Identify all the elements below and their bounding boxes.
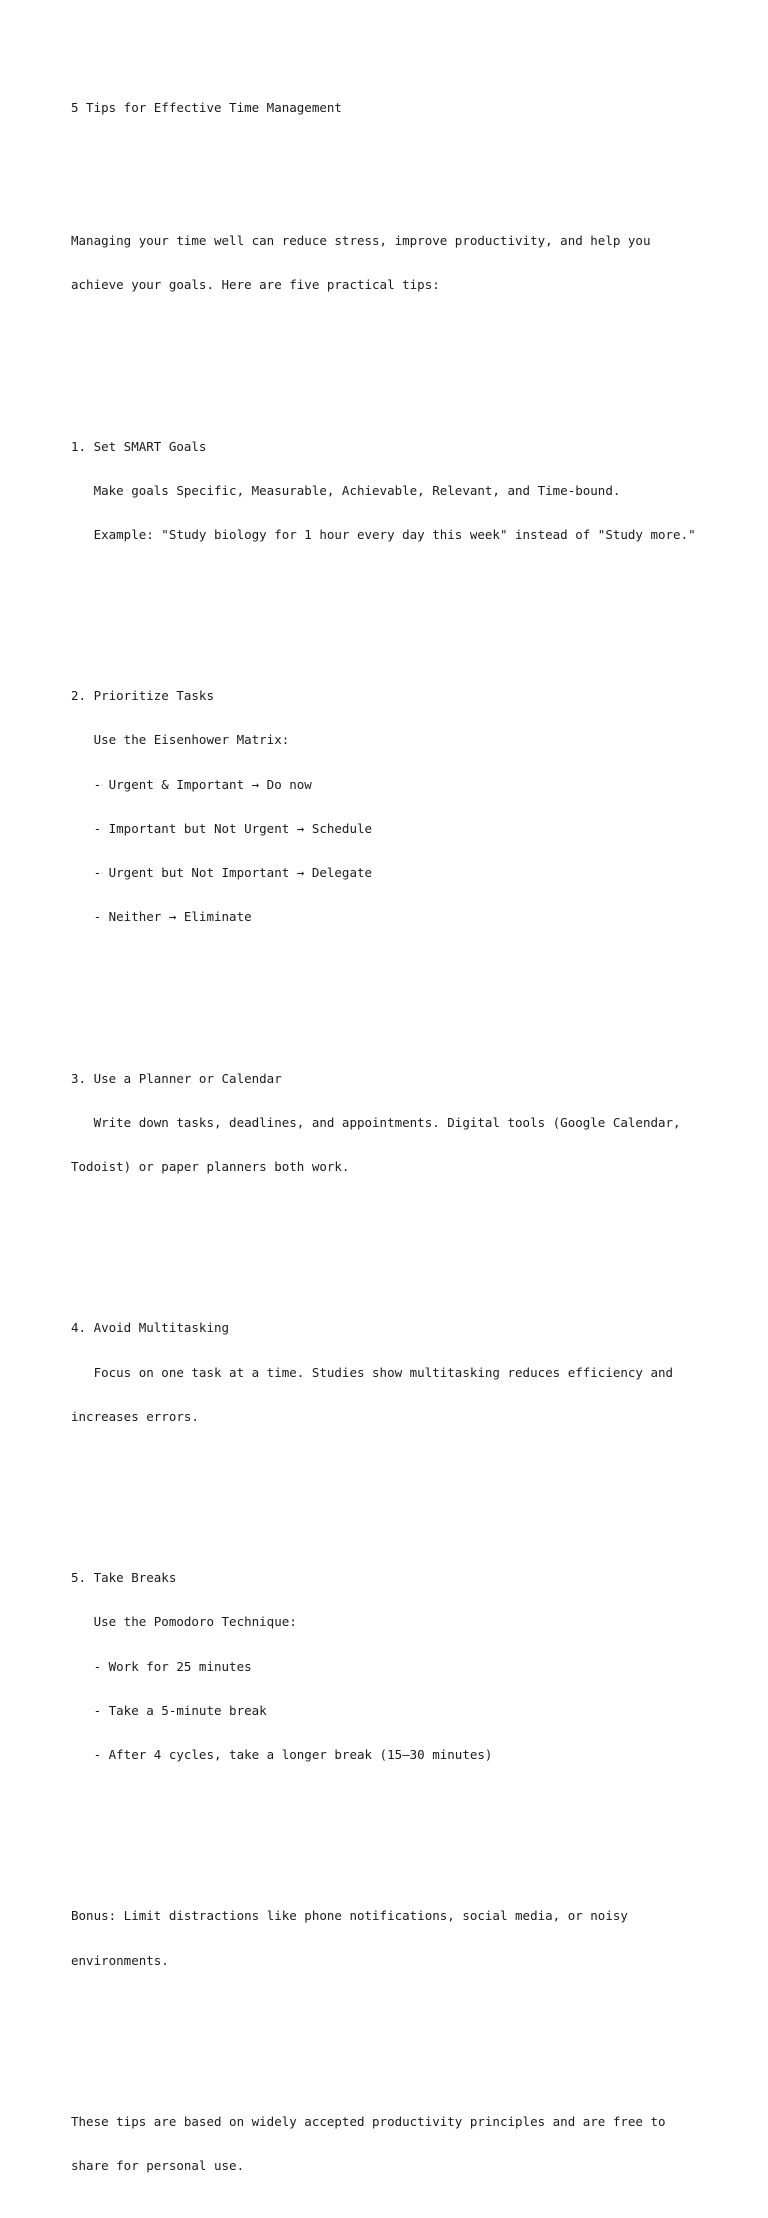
tip-heading: 5. Take Breaks bbox=[71, 1570, 177, 1586]
intro-line: achieve your goals. Here are five practical tips: bbox=[71, 276, 440, 292]
tip-line: Make goals Specific, Measurable, Achievable, Relevant, and Time-bound. bbox=[71, 482, 621, 498]
blank-line bbox=[71, 351, 751, 366]
bonus-line: Bonus: Limit distractions like phone notifications, social media, or noisy bbox=[71, 1908, 628, 1924]
tip-line: Focus on one task at a time. Studies show multitasking reduces efficiency and bbox=[71, 1364, 674, 1380]
blank-line bbox=[71, 983, 751, 998]
tip-heading: 4. Avoid Multitasking bbox=[71, 1320, 230, 1336]
blank-line bbox=[71, 1483, 751, 1498]
tip-line: - Neither → Eliminate bbox=[71, 908, 252, 924]
intro-paragraph bbox=[71, 204, 751, 322]
blank-line bbox=[71, 146, 751, 161]
blank-line bbox=[71, 1233, 751, 1248]
closing-line: These tips are based on widely accepted productivity principles and are free to bbox=[71, 2114, 666, 2130]
bonus-paragraph bbox=[71, 1880, 751, 1998]
bonus-line: environments. bbox=[71, 1952, 169, 1968]
tip-line: Write down tasks, deadlines, and appointments. Digital tools (Google Calendar, bbox=[71, 1114, 681, 1130]
tip-line: - Important but Not Urgent → Schedule bbox=[71, 820, 373, 836]
tip-line: Todoist) or paper planners both work. bbox=[71, 1158, 350, 1174]
tip-line: Use the Eisenhower Matrix: bbox=[71, 732, 290, 748]
closing-line: share for personal use. bbox=[71, 2158, 245, 2174]
intro-line: Managing your time well can reduce stress, improve productivity, and help you bbox=[71, 232, 651, 248]
closing-paragraph bbox=[71, 2086, 751, 2204]
tip-line: increases errors. bbox=[71, 1408, 199, 1424]
blank-line bbox=[71, 601, 751, 616]
tip-3 bbox=[71, 1042, 751, 1204]
blank-line bbox=[71, 2027, 751, 2042]
tip-heading: 2. Prioritize Tasks bbox=[71, 688, 214, 704]
tip-line: Use the Pomodoro Technique: bbox=[71, 1614, 297, 1630]
tip-line: - Work for 25 minutes bbox=[71, 1658, 252, 1674]
tip-heading: 1. Set SMART Goals bbox=[71, 438, 207, 454]
tip-2 bbox=[71, 660, 751, 954]
tip-line: - Urgent & Important → Do now bbox=[71, 776, 312, 792]
tip-line: Example: "Study biology for 1 hour every day this week" instead of "Study more." bbox=[71, 526, 696, 542]
tip-1 bbox=[71, 410, 751, 572]
tip-line: - After 4 cycles, take a longer break (15–30 minutes) bbox=[71, 1746, 493, 1762]
tip-line: - Take a 5-minute break bbox=[71, 1702, 267, 1718]
document-page bbox=[71, 72, 751, 2218]
document-title: 5 Tips for Effective Time Management bbox=[71, 100, 342, 116]
tip-line: - Urgent but Not Important → Delegate bbox=[71, 864, 373, 880]
blank-line bbox=[71, 1821, 751, 1836]
tip-heading: 3. Use a Planner or Calendar bbox=[71, 1070, 282, 1086]
tip-4 bbox=[71, 1292, 751, 1454]
tip-5 bbox=[71, 1542, 751, 1792]
